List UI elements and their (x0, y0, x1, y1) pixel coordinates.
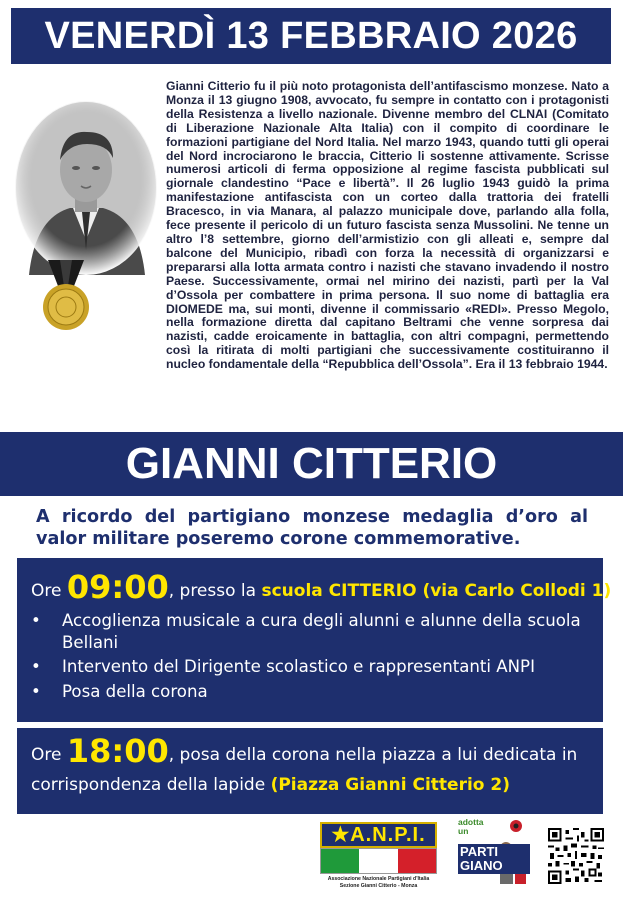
list-item-text: Intervento del Dirigente scolastico e rappresentanti ANPI (62, 657, 535, 676)
list-item-text: Posa della corona (62, 681, 208, 701)
gold-medal-icon (40, 260, 92, 332)
anpi-logo-text: ★A.N.P.I. (320, 822, 437, 848)
italian-flag-icon (320, 848, 437, 874)
adotta-big-text: PARTI GIANO (458, 844, 530, 874)
event-evening-place: (Piazza Gianni Citterio 2) (270, 775, 510, 795)
event-morning-time: 09:00 (66, 568, 169, 606)
list-item (31, 656, 591, 678)
event-evening-text (31, 732, 591, 800)
event-evening-prefix: Ore (31, 745, 67, 765)
adotta-line2: un (458, 826, 469, 836)
biography-text: Gianni Citterio fu il più noto protagonista dell’antifascismo monzese. Nato a Monza il 13 giugno 1908, avvocato, fu sempre in contatto con i protagonisti della Resistenza a livello nazionale. Divenne membro del CLNAI (Comitato di Liberazione Nazionale Alta Italia) con il compito di coordinare le formazioni partigiane del Nord Italia. Nel marzo 1943, quando tutti gli operai del Nord incrociarono le braccia, Citterio li sostenne attivamente. Scrisse numerosi articoli di ferma opposizione al regime fascista pubblicati sul giornale clandestino “Pace e libertà”. Il 26 luglio 1943 guidò la prima manifestazione antifascista con un corteo dalla trattoria dei fratelli Bracesco, in via Manara, al palazzo municipale dove, parlando alla folla, fece presente il pericolo di un futuro fascista senza Mussolini. Ne tenne un altro l’8 settembre, giorno dell’armistizio con gli alleati e, sempre dal balcone del Municipio, ribadì con forza la necessità di organizzarsi e prepararsi alla lotta armata contro i nazisti che stavano invadendo il nostro Paese. Successivamente, ormai nel mirino dei nazisti, partì per la Val d’Ossola per combattere in prima persona. Il suo nome di battaglia era DIOMEDE ma, sui monti, divenne il commissario «REDI». Presso Megolo, nella formazione diretta dal capitano Beltrami che venne sorpresa dai nazisti, cadde eroicamente in battaglia, con altri compagni, permettendo così la ritirata di molti partigiani che successivamente costituiranno il nucleo fondamentale della “Repubblica dell’Ossola”. Era il 13 febbraio 1944. (166, 79, 609, 372)
event-evening-middle: , posa della corona nella piazza a lui dedicata in corrispondenza della lapide (31, 745, 578, 795)
event-morning-list (31, 610, 591, 702)
event-evening-box (17, 728, 603, 814)
adotta-line1: adotta (458, 817, 484, 827)
event-morning-prefix: Ore (31, 581, 67, 601)
adotta-un-partigiano-logo (458, 818, 530, 892)
anpi-caption (320, 876, 437, 890)
header-date-banner: VENERDÌ 13 FEBBRAIO 2026 (11, 8, 611, 64)
anpi-logo (320, 822, 437, 896)
event-morning-box (17, 558, 612, 722)
event-morning-middle: , presso la (168, 581, 262, 601)
event-morning-place: scuola CITTERIO (via Carlo Collodi 1) (261, 581, 612, 601)
list-item (31, 610, 591, 653)
qr-code-icon[interactable] (548, 828, 604, 884)
list-item-text: Accoglienza musicale a cura degli alunni e alunne della scuola Bellani (62, 611, 581, 652)
bullet-icon: • (31, 657, 41, 676)
anpi-caption-line2: Sezione Gianni Citterio - Monza (339, 883, 418, 889)
bullet-icon: • (31, 681, 41, 701)
event-evening-time: 18:00 (66, 732, 169, 770)
name-banner: GIANNI CITTERIO (0, 432, 623, 496)
portrait-photo (15, 100, 157, 275)
intro-text: A ricordo del partigiano monzese medaglia d’oro al valor militare poseremo corone commemorative. (36, 507, 588, 549)
anpi-caption-line1: Associazione Nazionale Partigiani d'Italia (327, 876, 430, 882)
event-morning-heading (31, 568, 612, 608)
list-item (31, 681, 591, 703)
bullet-icon: • (31, 611, 41, 630)
